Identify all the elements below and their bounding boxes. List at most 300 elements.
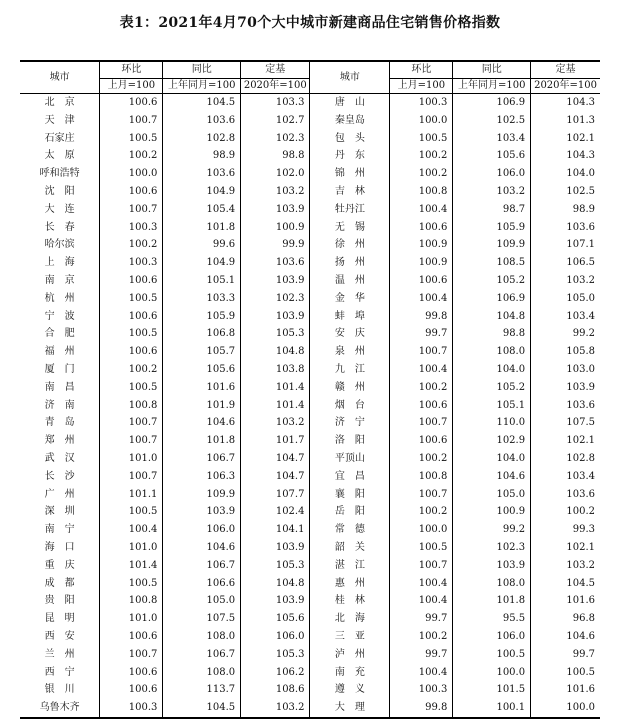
left-base-cell: 103.9 xyxy=(241,539,310,557)
right-base-cell: 102.5 xyxy=(531,183,600,201)
right-city-cell: 宜 昌 xyxy=(310,468,390,486)
left-city-cell: 郑 州 xyxy=(20,432,100,450)
left-city-cell: 合 肥 xyxy=(20,325,100,343)
right-base-cell: 104.3 xyxy=(531,147,600,165)
table-row xyxy=(20,94,600,112)
right-base-cell: 103.6 xyxy=(531,397,600,415)
header-city-right: 城市 xyxy=(310,61,390,94)
left-city-cell: 南 京 xyxy=(20,272,100,290)
right-mom-cell: 100.5 xyxy=(390,539,453,557)
left-yoy-cell: 107.5 xyxy=(163,610,241,628)
right-mom-cell: 100.6 xyxy=(390,219,453,237)
right-yoy-cell: 108.0 xyxy=(453,575,531,593)
right-mom-cell: 100.2 xyxy=(390,450,453,468)
left-mom-cell: 100.6 xyxy=(100,681,163,699)
header-yoy-sub-right: 上年同月=100 xyxy=(453,79,531,94)
left-city-cell: 哈尔滨 xyxy=(20,236,100,254)
right-city-cell: 桂 林 xyxy=(310,592,390,610)
table-row xyxy=(20,432,600,450)
right-city-cell: 济 宁 xyxy=(310,414,390,432)
left-city-cell: 乌鲁木齐 xyxy=(20,699,100,718)
right-city-cell: 赣 州 xyxy=(310,379,390,397)
left-yoy-cell: 104.6 xyxy=(163,414,241,432)
left-base-cell: 100.9 xyxy=(241,219,310,237)
left-yoy-cell: 103.3 xyxy=(163,290,241,308)
right-base-cell: 103.4 xyxy=(531,308,600,326)
table-row xyxy=(20,592,600,610)
right-base-cell: 101.6 xyxy=(531,592,600,610)
left-base-cell: 103.9 xyxy=(241,592,310,610)
right-base-cell: 102.1 xyxy=(531,539,600,557)
right-yoy-cell: 100.5 xyxy=(453,646,531,664)
left-city-cell: 西 宁 xyxy=(20,664,100,682)
right-mom-cell: 100.8 xyxy=(390,468,453,486)
left-base-cell: 108.6 xyxy=(241,681,310,699)
right-base-cell: 103.6 xyxy=(531,219,600,237)
left-mom-cell: 100.3 xyxy=(100,254,163,272)
left-city-cell: 石家庄 xyxy=(20,130,100,148)
left-city-cell: 呼和浩特 xyxy=(20,165,100,183)
left-mom-cell: 100.6 xyxy=(100,272,163,290)
left-base-cell: 106.0 xyxy=(241,628,310,646)
left-base-cell: 103.9 xyxy=(241,308,310,326)
right-base-cell: 107.1 xyxy=(531,236,600,254)
left-mom-cell: 101.0 xyxy=(100,450,163,468)
right-city-cell: 秦皇岛 xyxy=(310,112,390,130)
right-city-cell: 遵 义 xyxy=(310,681,390,699)
right-base-cell: 104.0 xyxy=(531,165,600,183)
right-city-cell: 温 州 xyxy=(310,272,390,290)
left-base-cell: 101.7 xyxy=(241,432,310,450)
right-mom-cell: 100.7 xyxy=(390,343,453,361)
right-city-cell: 泉 州 xyxy=(310,343,390,361)
left-yoy-cell: 101.8 xyxy=(163,219,241,237)
right-mom-cell: 100.4 xyxy=(390,575,453,593)
left-city-cell: 南 昌 xyxy=(20,379,100,397)
left-yoy-cell: 105.4 xyxy=(163,201,241,219)
right-yoy-cell: 98.8 xyxy=(453,325,531,343)
left-mom-cell: 100.5 xyxy=(100,503,163,521)
table-row xyxy=(20,503,600,521)
table-row xyxy=(20,450,600,468)
left-mom-cell: 100.6 xyxy=(100,94,163,112)
right-city-cell: 九 江 xyxy=(310,361,390,379)
right-mom-cell: 100.2 xyxy=(390,379,453,397)
left-base-cell: 105.6 xyxy=(241,610,310,628)
right-base-cell: 104.6 xyxy=(531,628,600,646)
table-row xyxy=(20,201,600,219)
right-city-cell: 惠 州 xyxy=(310,575,390,593)
table-row xyxy=(20,397,600,415)
left-base-cell: 105.3 xyxy=(241,646,310,664)
table-row xyxy=(20,664,600,682)
left-yoy-cell: 108.0 xyxy=(163,664,241,682)
left-yoy-cell: 104.9 xyxy=(163,254,241,272)
left-yoy-cell: 101.9 xyxy=(163,397,241,415)
right-base-cell: 107.5 xyxy=(531,414,600,432)
right-city-cell: 大 理 xyxy=(310,699,390,718)
right-base-cell: 100.2 xyxy=(531,503,600,521)
right-city-cell: 常 德 xyxy=(310,521,390,539)
right-yoy-cell: 95.5 xyxy=(453,610,531,628)
left-city-cell: 深 圳 xyxy=(20,503,100,521)
right-city-cell: 泸 州 xyxy=(310,646,390,664)
right-city-cell: 北 海 xyxy=(310,610,390,628)
table-row xyxy=(20,379,600,397)
left-city-cell: 长 沙 xyxy=(20,468,100,486)
table-row xyxy=(20,308,600,326)
right-mom-cell: 100.8 xyxy=(390,183,453,201)
table-row xyxy=(20,610,600,628)
left-yoy-cell: 109.9 xyxy=(163,486,241,504)
right-mom-cell: 100.4 xyxy=(390,201,453,219)
right-city-cell: 金 华 xyxy=(310,290,390,308)
right-yoy-cell: 106.9 xyxy=(453,290,531,308)
left-mom-cell: 100.5 xyxy=(100,290,163,308)
right-mom-cell: 100.3 xyxy=(390,681,453,699)
table-body xyxy=(20,94,600,718)
header-base-sub-right: 2020年=100 xyxy=(531,79,600,94)
right-mom-cell: 100.3 xyxy=(390,94,453,112)
left-yoy-cell: 106.8 xyxy=(163,325,241,343)
left-mom-cell: 100.6 xyxy=(100,628,163,646)
right-mom-cell: 100.6 xyxy=(390,397,453,415)
left-mom-cell: 100.5 xyxy=(100,575,163,593)
right-mom-cell: 99.7 xyxy=(390,325,453,343)
table-row xyxy=(20,468,600,486)
header-mom-sub-left: 上月=100 xyxy=(100,79,163,94)
right-mom-cell: 100.6 xyxy=(390,272,453,290)
left-city-cell: 重 庆 xyxy=(20,557,100,575)
left-base-cell: 107.7 xyxy=(241,486,310,504)
table-row xyxy=(20,272,600,290)
table-row xyxy=(20,699,600,718)
left-city-cell: 银 川 xyxy=(20,681,100,699)
left-base-cell: 103.8 xyxy=(241,361,310,379)
header-mom-left: 环比 xyxy=(100,61,163,79)
left-city-cell: 杭 州 xyxy=(20,290,100,308)
left-yoy-cell: 103.6 xyxy=(163,165,241,183)
right-yoy-cell: 100.9 xyxy=(453,503,531,521)
left-yoy-cell: 105.7 xyxy=(163,343,241,361)
left-mom-cell: 100.5 xyxy=(100,130,163,148)
left-mom-cell: 100.7 xyxy=(100,112,163,130)
right-mom-cell: 99.7 xyxy=(390,646,453,664)
table-row xyxy=(20,646,600,664)
right-city-cell: 唐 山 xyxy=(310,94,390,112)
left-yoy-cell: 106.6 xyxy=(163,575,241,593)
header-mom-sub-right: 上月=100 xyxy=(390,79,453,94)
right-city-cell: 南 充 xyxy=(310,664,390,682)
left-yoy-cell: 106.7 xyxy=(163,557,241,575)
table-row xyxy=(20,219,600,237)
right-mom-cell: 100.2 xyxy=(390,503,453,521)
left-city-cell: 沈 阳 xyxy=(20,183,100,201)
right-yoy-cell: 108.5 xyxy=(453,254,531,272)
left-base-cell: 102.7 xyxy=(241,112,310,130)
price-index-table-wrapper xyxy=(20,60,600,719)
table-row xyxy=(20,183,600,201)
right-yoy-cell: 108.0 xyxy=(453,343,531,361)
header-mom-right: 环比 xyxy=(390,61,453,79)
right-city-cell: 平顶山 xyxy=(310,450,390,468)
right-yoy-cell: 105.9 xyxy=(453,219,531,237)
header-base-sub-left: 2020年=100 xyxy=(241,79,310,94)
right-yoy-cell: 104.8 xyxy=(453,308,531,326)
right-city-cell: 吉 林 xyxy=(310,183,390,201)
left-mom-cell: 101.0 xyxy=(100,610,163,628)
right-base-cell: 96.8 xyxy=(531,610,600,628)
left-city-cell: 成 都 xyxy=(20,575,100,593)
table-row xyxy=(20,575,600,593)
right-mom-cell: 100.2 xyxy=(390,165,453,183)
right-yoy-cell: 100.0 xyxy=(453,664,531,682)
left-mom-cell: 100.8 xyxy=(100,592,163,610)
right-base-cell: 103.4 xyxy=(531,468,600,486)
header-yoy-sub-left: 上年同月=100 xyxy=(163,79,241,94)
left-base-cell: 103.6 xyxy=(241,254,310,272)
left-city-cell: 大 连 xyxy=(20,201,100,219)
left-mom-cell: 100.7 xyxy=(100,414,163,432)
right-yoy-cell: 101.5 xyxy=(453,681,531,699)
left-base-cell: 103.2 xyxy=(241,699,310,718)
right-yoy-cell: 100.1 xyxy=(453,699,531,718)
right-yoy-cell: 105.2 xyxy=(453,379,531,397)
right-mom-cell: 100.4 xyxy=(390,290,453,308)
left-city-cell: 北 京 xyxy=(20,94,100,112)
left-city-cell: 广 州 xyxy=(20,486,100,504)
left-base-cell: 105.3 xyxy=(241,325,310,343)
right-yoy-cell: 105.2 xyxy=(453,272,531,290)
right-city-cell: 丹 东 xyxy=(310,147,390,165)
right-city-cell: 岳 阳 xyxy=(310,503,390,521)
left-base-cell: 106.2 xyxy=(241,664,310,682)
right-base-cell: 104.3 xyxy=(531,94,600,112)
table-row xyxy=(20,681,600,699)
right-yoy-cell: 99.2 xyxy=(453,521,531,539)
right-city-cell: 安 庆 xyxy=(310,325,390,343)
right-yoy-cell: 102.3 xyxy=(453,539,531,557)
table-row xyxy=(20,236,600,254)
right-yoy-cell: 103.4 xyxy=(453,130,531,148)
right-mom-cell: 100.0 xyxy=(390,521,453,539)
left-base-cell: 105.3 xyxy=(241,557,310,575)
left-yoy-cell: 105.6 xyxy=(163,361,241,379)
left-base-cell: 98.8 xyxy=(241,147,310,165)
right-mom-cell: 100.7 xyxy=(390,486,453,504)
left-mom-cell: 101.4 xyxy=(100,557,163,575)
left-base-cell: 104.7 xyxy=(241,468,310,486)
header-base-right: 定基 xyxy=(531,61,600,79)
left-city-cell: 海 口 xyxy=(20,539,100,557)
left-city-cell: 青 岛 xyxy=(20,414,100,432)
left-mom-cell: 100.2 xyxy=(100,147,163,165)
right-base-cell: 101.6 xyxy=(531,681,600,699)
right-yoy-cell: 110.0 xyxy=(453,414,531,432)
left-yoy-cell: 106.0 xyxy=(163,521,241,539)
header-yoy-right: 同比 xyxy=(453,61,531,79)
right-yoy-cell: 102.5 xyxy=(453,112,531,130)
right-base-cell: 102.1 xyxy=(531,432,600,450)
table-title: 表1：2021年4月70个大中城市新建商品住宅销售价格指数 xyxy=(119,15,501,31)
right-mom-cell: 100.4 xyxy=(390,664,453,682)
right-base-cell: 103.2 xyxy=(531,557,600,575)
table-row xyxy=(20,539,600,557)
table-row xyxy=(20,628,600,646)
right-base-cell: 100.0 xyxy=(531,699,600,718)
table-row xyxy=(20,486,600,504)
left-base-cell: 104.1 xyxy=(241,521,310,539)
left-base-cell: 102.3 xyxy=(241,130,310,148)
left-yoy-cell: 105.9 xyxy=(163,308,241,326)
table-row xyxy=(20,557,600,575)
left-yoy-cell: 106.7 xyxy=(163,646,241,664)
right-base-cell: 106.5 xyxy=(531,254,600,272)
left-mom-cell: 100.6 xyxy=(100,183,163,201)
left-mom-cell: 100.6 xyxy=(100,664,163,682)
left-mom-cell: 100.7 xyxy=(100,646,163,664)
right-mom-cell: 100.2 xyxy=(390,628,453,646)
right-base-cell: 101.3 xyxy=(531,112,600,130)
left-base-cell: 101.4 xyxy=(241,379,310,397)
table-row xyxy=(20,290,600,308)
left-mom-cell: 100.5 xyxy=(100,379,163,397)
left-base-cell: 103.3 xyxy=(241,94,310,112)
right-city-cell: 锦 州 xyxy=(310,165,390,183)
right-yoy-cell: 104.6 xyxy=(453,468,531,486)
right-mom-cell: 100.4 xyxy=(390,361,453,379)
left-city-cell: 贵 阳 xyxy=(20,592,100,610)
left-base-cell: 104.8 xyxy=(241,343,310,361)
right-base-cell: 105.8 xyxy=(531,343,600,361)
table-row xyxy=(20,414,600,432)
right-city-cell: 襄 阳 xyxy=(310,486,390,504)
left-city-cell: 宁 波 xyxy=(20,308,100,326)
left-mom-cell: 100.7 xyxy=(100,468,163,486)
right-base-cell: 105.0 xyxy=(531,290,600,308)
left-mom-cell: 100.6 xyxy=(100,308,163,326)
right-base-cell: 99.2 xyxy=(531,325,600,343)
right-base-cell: 104.5 xyxy=(531,575,600,593)
right-base-cell: 103.6 xyxy=(531,486,600,504)
right-base-cell: 100.5 xyxy=(531,664,600,682)
table-row xyxy=(20,112,600,130)
right-yoy-cell: 103.2 xyxy=(453,183,531,201)
right-yoy-cell: 104.0 xyxy=(453,361,531,379)
table-row xyxy=(20,343,600,361)
right-base-cell: 99.7 xyxy=(531,646,600,664)
table-row xyxy=(20,130,600,148)
left-yoy-cell: 104.6 xyxy=(163,539,241,557)
left-mom-cell: 100.4 xyxy=(100,521,163,539)
right-city-cell: 扬 州 xyxy=(310,254,390,272)
left-mom-cell: 100.6 xyxy=(100,343,163,361)
left-base-cell: 103.2 xyxy=(241,414,310,432)
left-base-cell: 104.7 xyxy=(241,450,310,468)
left-mom-cell: 100.5 xyxy=(100,325,163,343)
left-yoy-cell: 104.9 xyxy=(163,183,241,201)
left-mom-cell: 100.0 xyxy=(100,165,163,183)
right-mom-cell: 100.9 xyxy=(390,254,453,272)
left-base-cell: 103.9 xyxy=(241,201,310,219)
left-base-cell: 102.3 xyxy=(241,290,310,308)
left-mom-cell: 101.1 xyxy=(100,486,163,504)
right-mom-cell: 100.7 xyxy=(390,414,453,432)
right-yoy-cell: 106.0 xyxy=(453,628,531,646)
right-base-cell: 103.0 xyxy=(531,361,600,379)
left-mom-cell: 100.3 xyxy=(100,699,163,718)
left-city-cell: 福 州 xyxy=(20,343,100,361)
right-city-cell: 无 锡 xyxy=(310,219,390,237)
left-mom-cell: 100.8 xyxy=(100,397,163,415)
right-mom-cell: 99.7 xyxy=(390,610,453,628)
left-mom-cell: 101.0 xyxy=(100,539,163,557)
left-yoy-cell: 98.9 xyxy=(163,147,241,165)
right-base-cell: 103.9 xyxy=(531,379,600,397)
table-row xyxy=(20,165,600,183)
right-base-cell: 99.3 xyxy=(531,521,600,539)
right-yoy-cell: 103.9 xyxy=(453,557,531,575)
right-yoy-cell: 101.8 xyxy=(453,592,531,610)
left-base-cell: 102.0 xyxy=(241,165,310,183)
right-yoy-cell: 106.0 xyxy=(453,165,531,183)
left-city-cell: 西 安 xyxy=(20,628,100,646)
right-city-cell: 包 头 xyxy=(310,130,390,148)
right-yoy-cell: 105.1 xyxy=(453,397,531,415)
table-row xyxy=(20,361,600,379)
left-mom-cell: 100.2 xyxy=(100,361,163,379)
left-city-cell: 昆 明 xyxy=(20,610,100,628)
right-mom-cell: 100.9 xyxy=(390,236,453,254)
left-yoy-cell: 101.8 xyxy=(163,432,241,450)
right-yoy-cell: 105.0 xyxy=(453,486,531,504)
left-base-cell: 103.9 xyxy=(241,272,310,290)
left-yoy-cell: 102.8 xyxy=(163,130,241,148)
left-yoy-cell: 108.0 xyxy=(163,628,241,646)
left-city-cell: 长 春 xyxy=(20,219,100,237)
right-yoy-cell: 102.9 xyxy=(453,432,531,450)
right-base-cell: 98.9 xyxy=(531,201,600,219)
table-row xyxy=(20,325,600,343)
left-base-cell: 102.4 xyxy=(241,503,310,521)
table-row xyxy=(20,521,600,539)
right-yoy-cell: 98.7 xyxy=(453,201,531,219)
right-city-cell: 韶 关 xyxy=(310,539,390,557)
right-mom-cell: 100.4 xyxy=(390,592,453,610)
right-mom-cell: 100.5 xyxy=(390,130,453,148)
right-base-cell: 103.2 xyxy=(531,272,600,290)
left-city-cell: 兰 州 xyxy=(20,646,100,664)
left-yoy-cell: 103.6 xyxy=(163,112,241,130)
table-row xyxy=(20,254,600,272)
left-city-cell: 上 海 xyxy=(20,254,100,272)
header-city-left: 城市 xyxy=(20,61,100,94)
left-yoy-cell: 99.6 xyxy=(163,236,241,254)
right-city-cell: 牡丹江 xyxy=(310,201,390,219)
right-base-cell: 102.1 xyxy=(531,130,600,148)
left-mom-cell: 100.7 xyxy=(100,432,163,450)
right-mom-cell: 100.0 xyxy=(390,112,453,130)
left-base-cell: 104.8 xyxy=(241,575,310,593)
left-yoy-cell: 105.0 xyxy=(163,592,241,610)
left-city-cell: 厦 门 xyxy=(20,361,100,379)
right-yoy-cell: 109.9 xyxy=(453,236,531,254)
left-mom-cell: 100.2 xyxy=(100,236,163,254)
right-yoy-cell: 106.9 xyxy=(453,94,531,112)
right-city-cell: 烟 台 xyxy=(310,397,390,415)
left-city-cell: 武 汉 xyxy=(20,450,100,468)
right-yoy-cell: 104.0 xyxy=(453,450,531,468)
